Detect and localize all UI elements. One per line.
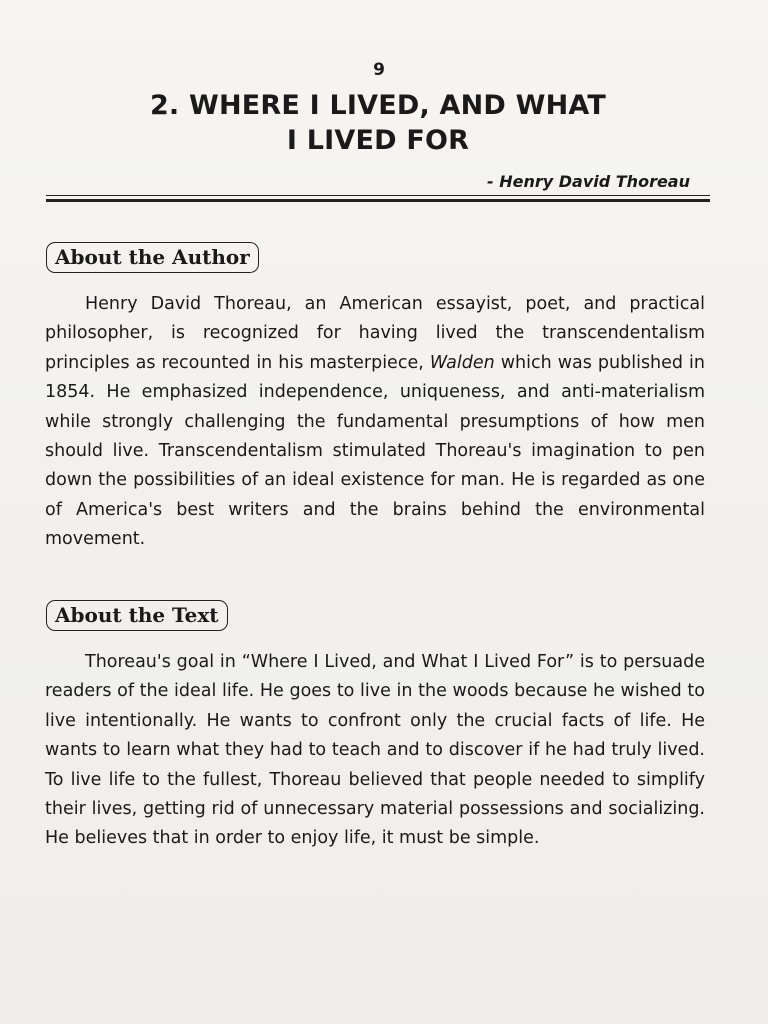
about-author-heading: About the Author (46, 242, 259, 273)
about-author-text-part-1: Henry David Thoreau, an American essayist, poet, and practical philosopher, is recognized for having lived the transcendentalism principles as recounted in his masterpiece, (45, 294, 705, 373)
author-credit: - Henry David Thoreau (487, 172, 690, 191)
chapter-title-line-2: I LIVED FOR (286, 125, 470, 156)
chapter-title (0, 88, 756, 158)
about-text-heading: About the Text (46, 600, 228, 631)
about-author-text-part-2: which was published in 1854. He emphasized independence, uniqueness, and anti-materialism while strongly challenging the fundamental presumptions of how men should live. Transcendentalism stimulated Thoreau's imagination to pen down the possibilities of an ideal existence for man. He is regarded as one of America's best writers and the brains behind the environmental movement. (45, 352, 705, 550)
page-number: 9 (373, 60, 385, 80)
title-divider-thin (46, 195, 710, 196)
about-author-paragraph (45, 290, 705, 555)
chapter-title-line-1: 2. WHERE I LIVED, AND WHAT (149, 90, 607, 121)
title-divider-thick (46, 199, 710, 202)
walden-title: Walden (429, 352, 495, 373)
about-text-paragraph: Thoreau's goal in “Where I Lived, and What I Lived For” is to persuade readers of the ideal life. He goes to live in the woods because he wished to live intentionally. He wants to confront only the crucial facts of life. He wants to learn what they had to teach and to discover if he had truly lived. To live life to the fullest, Thoreau believed that people needed to simplify their lives, getting rid of unnecessary material possessions and socializing. He believes that in order to enjoy life, it must be simple. (45, 652, 705, 849)
